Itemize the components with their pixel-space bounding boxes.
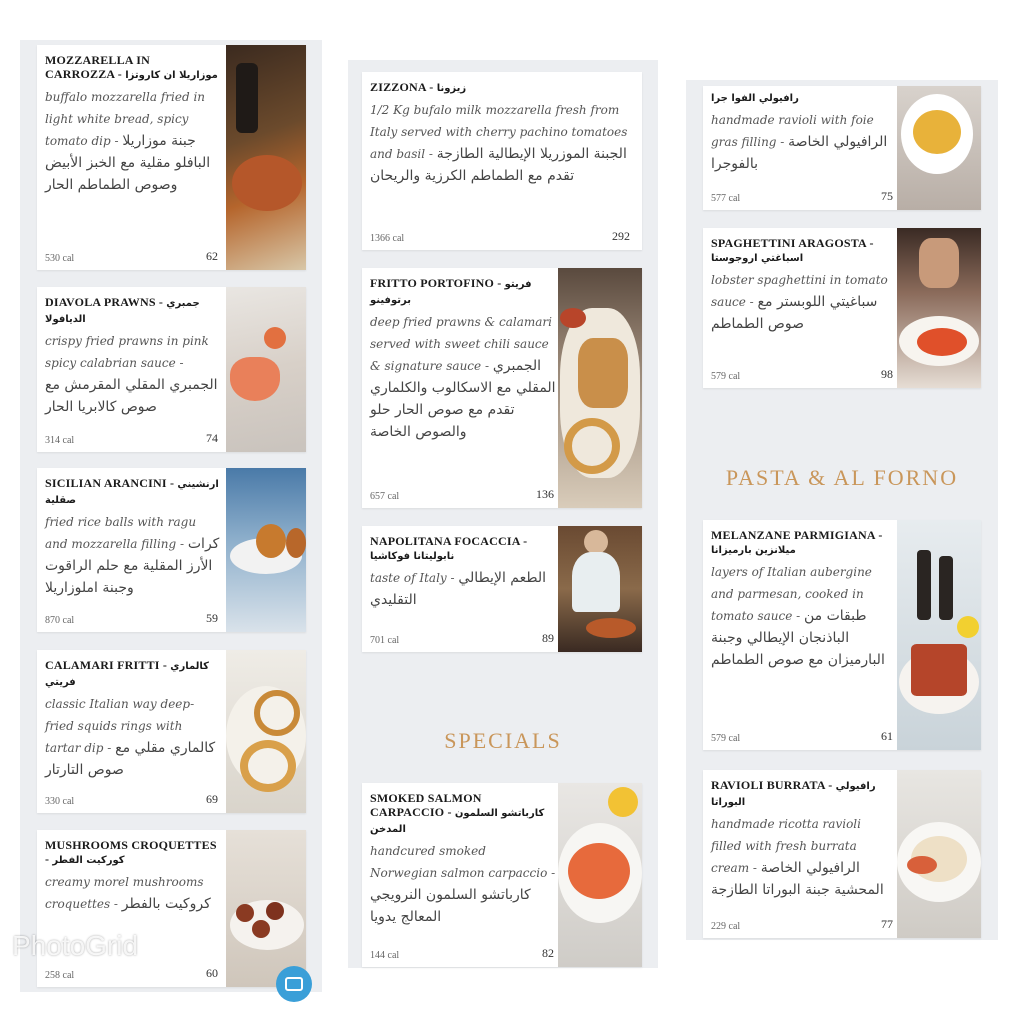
menu-item-ravioli-burrata[interactable] (703, 770, 981, 938)
menu-item-salmon[interactable] (362, 783, 642, 967)
item-description: handmade ricotta ravioli filled with fresh burrata cream - الرافيولي الخاصة المحشية جبنة البوراتا الطازجة (711, 817, 884, 898)
item-price: 75 (881, 189, 893, 203)
food-photo (558, 783, 642, 967)
item-title: RAVIOLI BURRATA - رافيولي البوراتا (711, 778, 876, 808)
menu-item-mushrooms[interactable] (37, 830, 306, 987)
chat-fab-button[interactable] (276, 966, 312, 1002)
item-title: MELANZANE PARMIGIANA - ميلانزين بارميزانا (711, 528, 883, 556)
food-photo (897, 86, 981, 210)
item-calories: 314 cal (45, 435, 75, 446)
item-calories: 579 cal (711, 733, 741, 744)
item-description: crispy fried prawns in pink spicy calabrian sauce - الجمبري المقلي المقرمش مع صوص كالابريا الحار (45, 334, 218, 415)
item-title: MOZZARELLA IN CARROZZA - موزاريلا ان كاروتزا (45, 53, 218, 81)
menu-item-calamari[interactable] (37, 650, 306, 813)
food-photo (897, 228, 981, 388)
item-price: 59 (206, 611, 218, 625)
item-description: handmade ravioli with foie gras filling - الرافيولي الخاصة بالفوجرا (711, 113, 888, 172)
menu-item-fritto[interactable] (362, 268, 642, 508)
item-price: 292 (612, 229, 630, 243)
item-title: ZIZZONA - زيزونا (370, 80, 467, 94)
item-price: 89 (542, 631, 554, 645)
food-photo (897, 520, 981, 750)
item-price: 77 (881, 917, 893, 931)
menu-item-diavola[interactable] (37, 287, 306, 452)
item-price: 136 (536, 487, 554, 501)
item-calories: 330 cal (45, 796, 75, 807)
menu-item-foie-gras[interactable] (703, 86, 981, 210)
item-price: 62 (206, 249, 218, 263)
item-description: buffalo mozzarella fried in light white bread, spicy tomato dip - جبنة موزاريلا البافلو مقلية مع الخبز الأبيض وصوص الطماطم الحار (45, 90, 211, 193)
item-calories: 1366 cal (370, 233, 405, 244)
item-title: CALAMARI FRITTI - كالماري فريتي (45, 658, 209, 688)
item-description: layers of Italian aubergine and parmesan, cooked in tomato sauce - طبقات من الباذنجان الإيطالي وجبنة البارميزان مع صوص الطماطم (711, 565, 885, 668)
item-description: classic Italian way deep-fried squids rings with tartar dip - كالماري مقلي مع صوص التارتار (45, 697, 216, 778)
item-price: 69 (206, 792, 218, 806)
food-photo (226, 650, 306, 813)
item-title: SPAGHETTINI ARAGOSTA - اسباغتي اروجوستا (711, 236, 874, 264)
menu-item-mozzarella[interactable] (37, 45, 306, 270)
chat-icon (285, 977, 303, 991)
menu-item-focaccia[interactable] (362, 526, 642, 652)
item-description: 1/2 Kg bufalo milk mozzarella fresh from Italy served with cherry pachino tomatoes and basil - الجبنة الموزريلا الإيطالية الطازجة تقدم مع الطماطم الكرزية والريحان (370, 103, 628, 184)
item-title: NAPOLITANA FOCACCIA - نابوليتانا فوكاشيا (370, 534, 528, 562)
item-price: 98 (881, 367, 893, 381)
menu-item-arancini[interactable] (37, 468, 306, 632)
item-calories: 657 cal (370, 491, 400, 502)
item-calories: 870 cal (45, 615, 75, 626)
item-description: lobster spaghettini in tomato sauce - سباغيتي اللوبستر مع صوص الطماطم (711, 273, 888, 332)
item-title: DIAVOLA PRAWNS - جمبري الديافولا (45, 295, 200, 325)
item-price: 60 (206, 966, 218, 980)
food-photo (226, 45, 306, 270)
item-description: taste of Italy - الطعم الإيطالي التقليدي (370, 570, 546, 608)
item-title: رافيولي الفوا جرا (711, 93, 799, 104)
item-title: SICILIAN ARANCINI - ارنشيني صقلية (45, 476, 219, 506)
item-price: 61 (881, 729, 893, 743)
item-price: 82 (542, 946, 554, 960)
item-calories: 579 cal (711, 371, 741, 382)
item-calories: 144 cal (370, 950, 400, 961)
food-photo (558, 268, 642, 508)
food-photo (226, 287, 306, 452)
item-calories: 258 cal (45, 970, 75, 981)
food-photo (897, 770, 981, 938)
item-price: 74 (206, 431, 218, 445)
item-calories: 229 cal (711, 921, 741, 932)
item-title: MUSHROOMS CROQUETTES - كوركيت الفطر (45, 838, 217, 866)
menu-item-zizzona[interactable] (362, 72, 642, 250)
section-heading-pasta: PASTA & AL FORNO (725, 465, 959, 490)
item-description: creamy morel mushrooms croquettes - كروكيت بالفطر (45, 875, 211, 912)
food-photo (558, 526, 642, 652)
photogrid-watermark: PhotoGrid (12, 930, 139, 961)
item-description: fried rice balls with ragu and mozzarella filling - كرات الأرز المقلية مع حلم الراقوت وجبنة املوزاريلا (45, 515, 220, 596)
menu-item-melanzane[interactable] (703, 520, 981, 750)
item-calories: 530 cal (45, 253, 75, 264)
item-calories: 701 cal (370, 635, 400, 646)
food-photo (226, 468, 306, 632)
item-title: SMOKED SALMON CARPACCIO - كارباتشو السلمون المدخن (370, 791, 545, 835)
menu-item-spaghettini[interactable] (703, 228, 981, 388)
item-calories: 577 cal (711, 193, 741, 204)
food-photo (226, 830, 306, 987)
item-description: deep fried prawns & calamari served with sweet chili sauce & signature sauce - الجمبري المقلي مع الاسكالوب والكلماري تقدم مع صوص الحار حلو والصوص الخاصة (370, 315, 556, 440)
item-title: FRITTO PORTOFINO - فريتو برتوفينو (370, 276, 532, 306)
section-heading-specials: SPECIALS (444, 728, 562, 753)
item-description: handcured smoked Norwegian salmon carpaccio - كارباتشو السلمون النرويجي المعالج يدويا (370, 844, 556, 925)
